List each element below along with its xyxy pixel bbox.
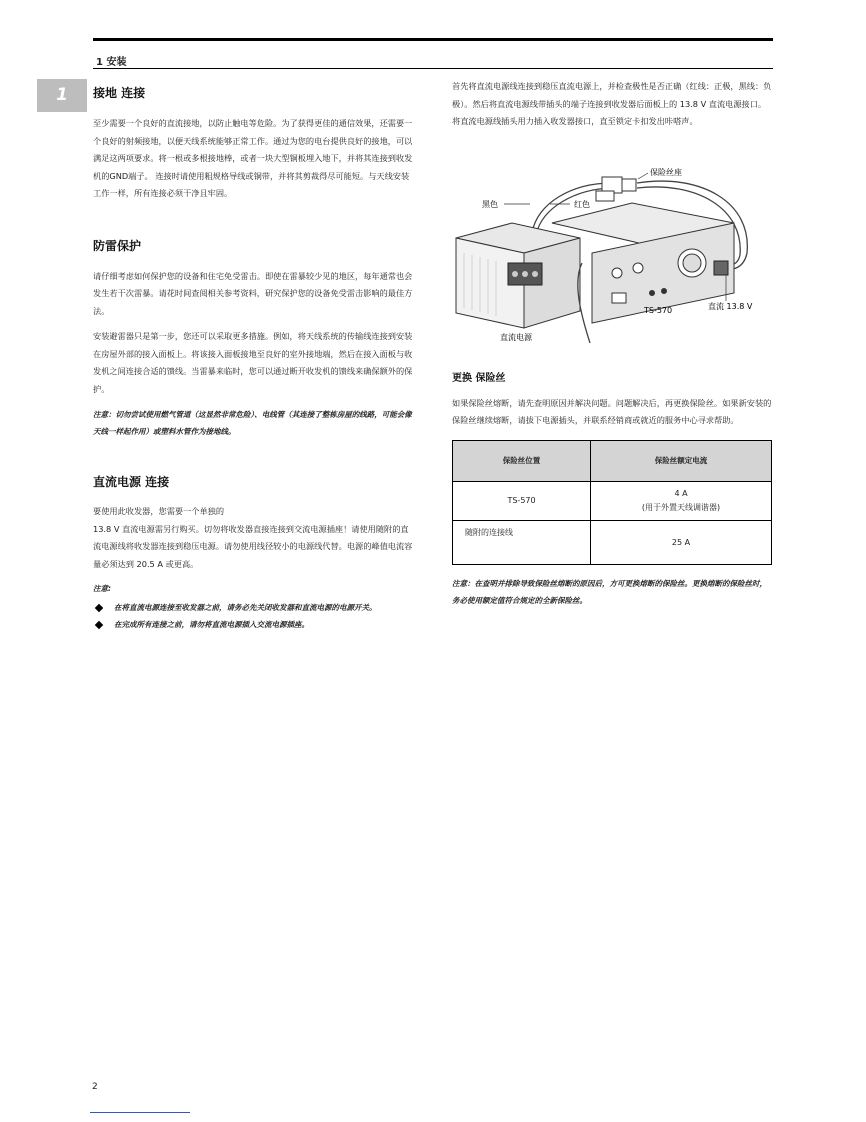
rating-note: (用于外置天线调谐器) (641, 502, 721, 512)
table-cell: TS-570 (453, 481, 591, 520)
dc-bullet-2 (93, 616, 413, 633)
fuse-holder-icon (596, 177, 636, 201)
bullet-diamond-icon (95, 620, 103, 628)
dc-input-label: 直流 13.8 V (708, 301, 753, 311)
section-label: 1 安装 (96, 57, 127, 68)
chapter-tab: 1 (37, 79, 87, 112)
dc-bullet-2-text: 在完成所有连接之前，请勿将直流电源插入交流电源插座。 (114, 620, 309, 629)
fuse-note: 注意：在查明并排除导致保险丝熔断的原因后，方可更换熔断的保险丝。更换熔断的保险丝时，务必使用额定值符合规定的全新保险丝。 (452, 578, 767, 605)
page-number: 2 (92, 1082, 98, 1092)
dc-heading: 直流电源 连接 (93, 475, 170, 489)
dc-power-supply-icon (456, 223, 580, 328)
table-header-location: 保险丝位置 (453, 440, 591, 481)
dc-bullet-1 (93, 599, 413, 616)
fuse-table (452, 440, 772, 565)
lightning-para-1: 请仔细考虑如何保护您的设备和住宅免受雷击。即使在雷暴较少见的地区，每年通常也会发生若干次雷暴。请花时间查阅相关参考资料，研究保护您的设备免受雷击影响的最佳方法。 (93, 270, 413, 316)
grounding-body: 至少需要一个良好的直流接地，以防止触电等危险。为了获得更佳的通信效果，还需要一个良好的射频接地，以便天线系统能够正常工作。通过为您的电台提供良好的接地，可以满足这两项要求。将一根或多根接地棒，或者一块大型铜板埋入地下，并将其连接到收发机的GND端子。 连接时请使用粗规格导线或铜带，并将其剪裁得尽可能短。与天线安装工作一样，所有连接必须干净且牢固。 (93, 118, 413, 198)
left-column (93, 84, 413, 633)
lightning-para-2: 安装避雷器只是第一步，您还可以采取更多措施。例如，将天线系统的传输线连接到安装在房屋外部的接入面板上。将该接入面板接地至良好的室外接地端，然后在接入面板与收发机之间连接合适的馈线。当雷暴来临时，您可以通过断开收发机的馈线来确保额外的保护。 (93, 331, 413, 394)
fuse-body: 如果保险丝熔断，请先查明原因并解决问题。问题解决后，再更换保险丝。如果新安装的保险丝继续熔断，请拔下电源插头，并联系经销商或就近的服务中心寻求帮助。 (452, 397, 772, 425)
table-cell: 25 A (591, 520, 772, 564)
red-wire-label: 红色 (574, 199, 590, 209)
dc-bullet-1-text: 在将直流电源连接至收发器之前，请务必先关闭收发器和直流电源的电源开关。 (114, 603, 377, 612)
table-row (453, 520, 772, 564)
header-rule (93, 38, 773, 41)
table-header-rating: 保险丝额定电流 (591, 440, 772, 481)
dc-connection-figure (452, 143, 774, 343)
black-wire-label: 黑色 (482, 199, 498, 209)
lightning-heading: 防雷保护 (93, 238, 142, 253)
table-cell (591, 481, 772, 520)
dc-connection-intro: 首先将直流电源线连接到稳压直流电源上，并检查极性是否正确（红线：正极，黑线：负极）。然后将直流电源线带插头的端子连接到收发器后面板上的 13.8 V 直流电源接口。将直流电源线插头用力插入收发器接口，直至锁定卡扣发出咔嗒声。 (452, 81, 772, 126)
grounding-heading: 接地 连接 (93, 86, 146, 100)
bullet-diamond-icon (95, 603, 103, 611)
dc-para-2: 13.8 V 直流电源需另行购买。切勿将收发器直接连接到交流电源插座！请使用随附的直流电源线将收发器连接到稳压电源。请勿使用线径较小的电源线代替。电源的峰值电流容量必须达到 20.5 A 或更高。 (93, 523, 413, 569)
psu-label: 直流电源 (500, 332, 532, 342)
fuse-holder-label: 保险丝座 (650, 167, 682, 177)
fuse-heading: 更换 保险丝 (452, 372, 506, 384)
dc-para-1: 要使用此收发器，您需要一个单独的 (93, 506, 225, 516)
right-column (452, 78, 774, 609)
dc-note-label: 注意: (93, 584, 111, 593)
header-thin-rule (93, 68, 773, 69)
model-label: TS-570 (644, 305, 673, 315)
table-header-row (453, 440, 772, 481)
lightning-note: 注意：切勿尝试使用燃气管道（这显然非常危险）、电线管（其连接了整栋房屋的线路，可能会像天线一样起作用）或塑料水管作为接地线。 (93, 410, 412, 436)
rating-value: 4 A (674, 488, 688, 498)
table-cell: 随附的连接线 (453, 520, 591, 564)
footer-link-line (90, 1112, 190, 1113)
table-row (453, 481, 772, 520)
